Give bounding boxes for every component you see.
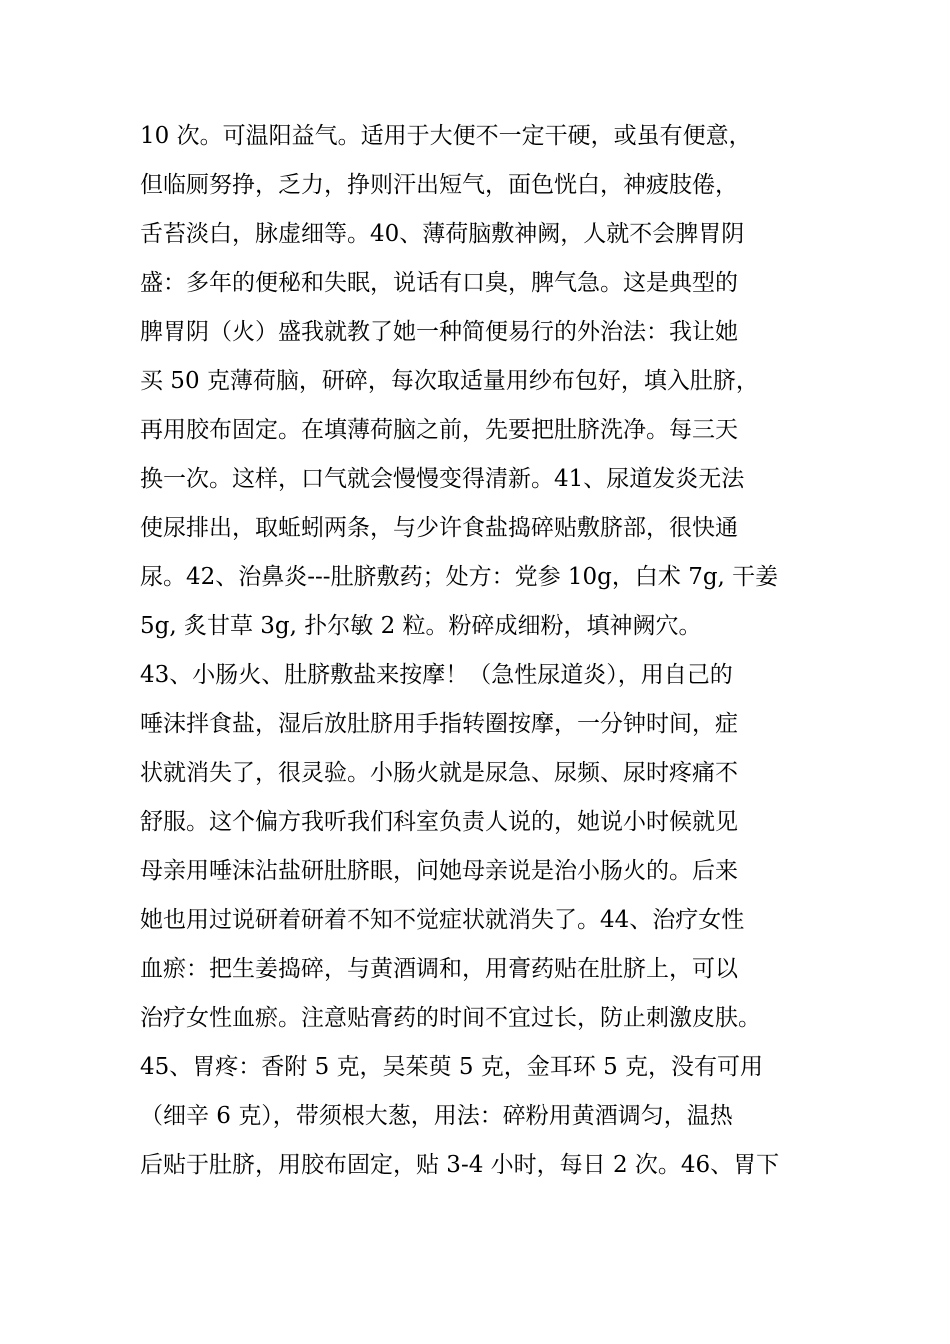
text-line-16: 母亲用唾沫沾盐研肚脐眼，问她母亲说是治小肠火的。后来 <box>140 858 738 884</box>
text-line-13: 唾沫拌食盐，湿后放肚脐用手指转圈按摩，一分钟时间，症 <box>140 711 738 737</box>
text-line-9: 使尿排出，取蚯蚓两条，与少许食盐捣碎贴敷脐部，很快通 <box>140 515 738 541</box>
text-line-22: 后贴于肚脐，用胶布固定，贴 3-4 小时，每日 2 次。46、胃下 <box>140 1152 780 1178</box>
text-line-17: 她也用过说研着研着不知不觉症状就消失了。44、治疗女性 <box>140 907 745 933</box>
text-line-19: 治疗女性血瘀。注意贴膏药的时间不宜过长，防止刺激皮肤。 <box>140 1005 761 1031</box>
text-line-20: 45、胃疼：香附 5 克，吴茱萸 5 克，金耳环 5 克，没有可用 <box>140 1054 764 1080</box>
text-line-21: （细辛 6 克），带须根大葱，用法：碎粉用黄酒调匀，温热 <box>140 1103 733 1129</box>
text-line-15: 舒服。这个偏方我听我们科室负责人说的，她说小时候就见 <box>140 809 738 835</box>
text-line-18: 血瘀：把生姜捣碎，与黄酒调和，用膏药贴在肚脐上，可以 <box>140 956 738 982</box>
text-line-4: 盛：多年的便秘和失眠，说话有口臭，脾气急。这是典型的 <box>140 270 738 296</box>
text-line-3: 舌苔淡白，脉虚细等。40、薄荷脑敷神阙，人就不会脾胃阴 <box>140 221 745 247</box>
document-body <box>140 112 830 1190</box>
text-line-12: 43、小肠火、肚脐敷盐来按摩！（急性尿道炎），用自己的 <box>140 662 733 688</box>
text-line-1: 10 次。可温阳益气。适用于大便不一定干硬，或虽有便意， <box>140 123 752 149</box>
text-line-11: 5g, 炙甘草 3g, 扑尔敏 2 粒。粉碎成细粉，填神阙穴。 <box>140 613 702 639</box>
text-line-2: 但临厕努挣，乏力，挣则汗出短气，面色恍白，神疲肢倦， <box>140 172 738 198</box>
text-line-10: 尿。42、治鼻炎---肚脐敷药；处方：党参 10g，白术 7g, 干姜 <box>140 564 779 590</box>
text-line-5: 脾胃阴（火）盛我就教了她一种简便易行的外治法：我让她 <box>140 319 738 345</box>
text-line-8: 换一次。这样，口气就会慢慢变得清新。41、尿道发炎无法 <box>140 466 745 492</box>
text-line-6: 买 50 克薄荷脑，研碎，每次取适量用纱布包好，填入肚脐， <box>140 368 759 394</box>
text-line-7: 再用胶布固定。在填薄荷脑之前，先要把肚脐洗净。每三天 <box>140 417 738 443</box>
text-line-14: 状就消失了，很灵验。小肠火就是尿急、尿频、尿时疼痛不 <box>140 760 738 786</box>
